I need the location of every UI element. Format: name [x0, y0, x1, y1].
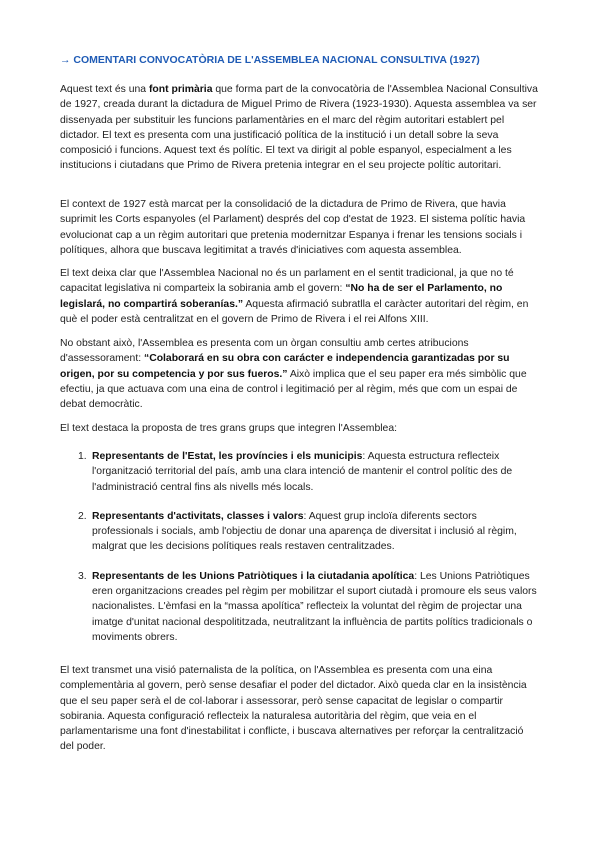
list-term: Representants de l'Estat, les províncies i els municipis	[92, 451, 363, 462]
paragraph-intro	[60, 82, 540, 174]
list-item	[60, 509, 540, 555]
list-term: Representants de les Unions Patriòtiques i la ciutadania apolítica	[92, 570, 415, 582]
text-span: Això implica que el seu paper era més simbòlic que efectiu, ja que actuava com una eina de control i legitimació per al règim, més que com un espai de debat democràtic.	[60, 368, 527, 411]
text-span: Aquesta afirmació subratlla el caràcter autoritari del règim, en què el poder està centralitzat en el govern de Primo de Rivera i el rei Alfons XIII.	[60, 298, 529, 325]
text-span: El text destaca la proposta de tres grans grups que integren l'Assemblea:	[60, 423, 397, 434]
paragraph-consultive	[60, 336, 540, 412]
paragraph-context	[60, 197, 540, 258]
list-item	[60, 449, 540, 495]
text-span: No obstant això, l'Assemblea es presenta com un òrgan consultiu amb certes atribucions d'assessorament:	[60, 338, 469, 365]
document-title: → COMENTARI CONVOCATÒRIA DE L'ASSEMBLEA NACIONAL CONSULTIVA (1927)	[60, 54, 480, 66]
quote-bold: “Colaborará en su obra con carácter e independencia garantizadas por su origen, por su competencia y por sus fueros.”	[60, 353, 510, 380]
list-text: : Aquest grup incloïa diferents sectors professionals i socials, amb l'objectiu de donar una aparença de diversitat i inclusió al règim, malgrat que les decisions polítiques reals restaven centralitzades.	[92, 510, 517, 553]
list-item	[60, 569, 540, 645]
bold-phrase: font primària	[148, 84, 213, 95]
list-term: Representants d'activitats, classes i valors	[92, 510, 304, 522]
paragraph-conclusion: El text transmet una visió paternalista de la política, on l'Assemblea es presenta com una eina complementària al govern, però sense desafiar el poder del dictador. Això queda clar en la insistència que el seu paper serà el de col·laborar i assessorar, però sense capacitat de legislar o compartir sobirania. Aquesta configuració reflecteix la naturalesa autoritària del règim, que veia en el parlamentarisme una font d'inestabilitat i conflicte, i buscava alternatives per reforçar la centralització del poder.	[60, 665, 527, 753]
list-text: : Les Unions Patriòtiques eren organitzacions creades pel règim per mobilitzar el suport ciutadà i promoure els seus valors nacionalistes. L'èmfasi en la “massa apolítica” reflecteix la voluntat del règim de projectar una imatge d'unitat nacional despolititzada, neutralitzant la influència de partits polítics tradicionals o moviments obrers.	[92, 570, 537, 643]
paragraph-parliament	[60, 266, 540, 327]
paragraph-groups-intro	[60, 421, 540, 436]
list-number: 1.	[78, 451, 87, 462]
list-number: 3.	[78, 570, 87, 582]
text-span: El text deixa clar que l'Assemblea Nacional no és un parlament en el sentit tradicional, ja que no té capacitat legislativa ni comparteix la sobirania amb el govern:	[60, 268, 514, 295]
text-span: que forma part de la convocatòria de l'Assemblea Nacional Consultiva de 1927, creada durant la dictadura de Miguel Primo de Rivera (1923-1930). Aquesta assemblea va ser dissenyada per substituir les funcions parlamentàries en el marc del règim autoritari establert pel dictador. El text es presenta com una justificació política de la institució i un detall sobre la seva composició i funcions. Aquest text és polític. El text va dirigit al poble espanyol, especialment a les institucions i ciutadans que Primo de Rivera pretenia integrar en el seu projecte polític autoritari.	[60, 84, 538, 172]
list-number: 2.	[78, 510, 87, 522]
text-span: Aquest text és una	[60, 84, 149, 95]
groups-list	[60, 449, 540, 645]
list-text: : Aquesta estructura reflecteix l'organització territorial del país, amb una clara intenció de mantenir el control polític des de l'administració central fins als nivells més locals.	[92, 451, 513, 493]
text-span: El context de 1927 està marcat per la consolidació de la dictadura de Primo de Rivera, que havia suprimit les Corts espanyoles (el Parlament) després del cop d'estat de 1923. El sistema polític havia evolucionat cap a un règim autoritari que pretenia modernitzar Espanya i frenar les tensions socials i polítiques, alhora que buscava legitimitat a través d'iniciatives com aquesta assemblea.	[60, 199, 526, 256]
quote-bold: “No ha de ser el Parlamento, no legislará, no compartirá soberanías.”	[60, 283, 503, 310]
